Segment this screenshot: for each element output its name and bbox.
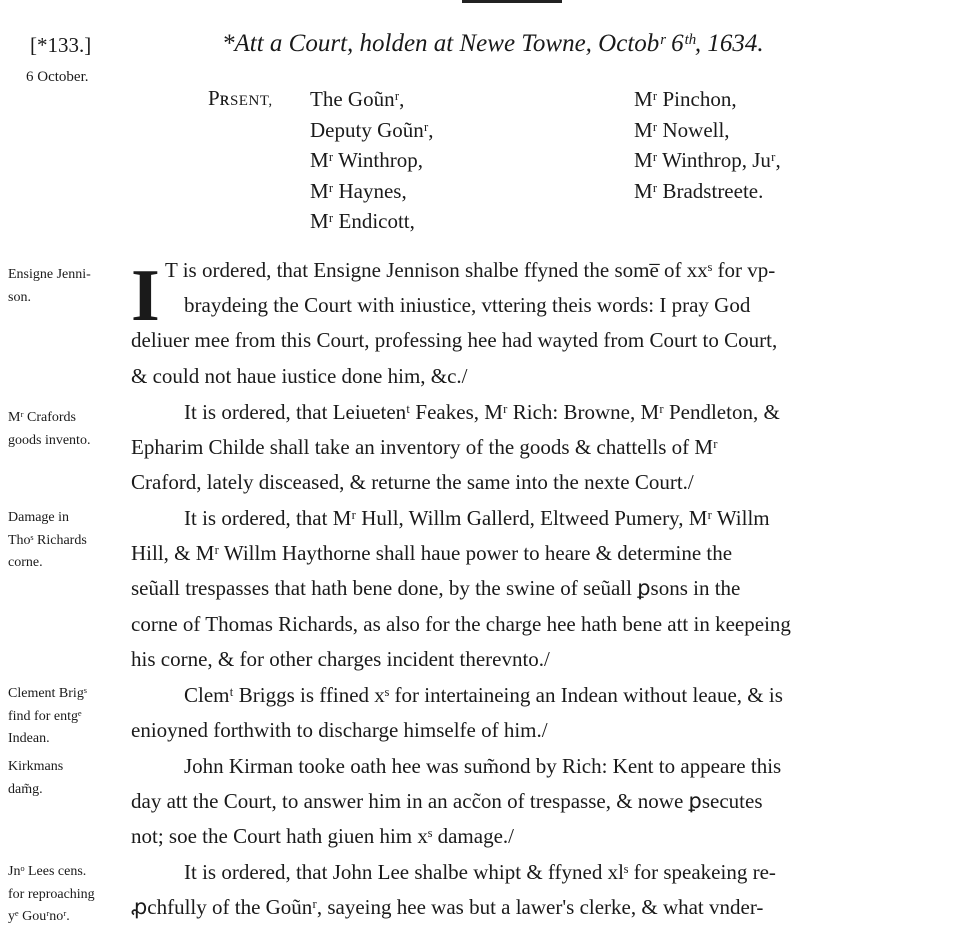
body-line: It is ordered, that Mʳ Hull, Willm Gallerd, Eltweed Pumery, Mʳ Willm [184,506,770,530]
present-name: Mʳ Endicott, [310,209,415,233]
body-line: Craford, lately disceased, & returne the same into the nexte Court./ [131,470,694,494]
body-line: not; soe the Court hath giuen him xˢ damage./ [131,824,514,848]
body-line: & could not haue iustice done him, &c./ [131,364,468,388]
margin-note-line: Thoˢ Richards [8,532,87,548]
present-left-column [310,84,434,237]
margin-note-line: dam̃g. [8,781,43,797]
page-title: *Att a Court, holden at Newe Towne, Octobʳ 6ᵗʰ, 1634. [222,30,764,57]
body-line: his corne, & for other charges incident therevnto./ [131,647,550,671]
present-name: Mʳ Winthrop, Juʳ, [634,148,781,172]
present-label-first: Pʀ [208,86,230,110]
present-name: Mʳ Winthrop, [310,148,423,172]
present-name: The Goũnʳ, [310,87,405,111]
body-line: Clemᵗ Briggs is ffined xˢ for intertaineing an Indean without leaue, & is [184,683,783,707]
top-rule [462,0,562,3]
body-line: Hill, & Mʳ Willm Haythorne shall haue power to heare & determine the [131,541,733,565]
margin-note-line: Ensigne Jenni- [8,267,91,282]
present-right-column [634,84,781,206]
present-label [208,86,273,111]
body-line: deliuer mee from this Court, professing hee had wayted from Court to Court, [131,328,778,352]
margin-note-line: yᵉ Gouʳnoʳ. [8,909,70,924]
margin-note-line: goods invento. [8,432,91,448]
body-line: braydeing the Court with iniustice, vttering theis words: I pray God [184,293,751,317]
margin-date: 6 October. [26,69,89,85]
present-label-rest: SENT, [229,93,273,109]
body-line: Epharim Childe shall take an inventory of the goods & chattells of Mʳ [131,435,718,459]
margin-note-richards [8,507,87,575]
present-name: Mʳ Haynes, [310,178,407,203]
present-name: Mʳ Nowell, [634,117,730,142]
page-reference: [*133.] [30,33,92,57]
margin-note-line: Mʳ Crafords [8,410,76,425]
margin-note-line: find for entgᵉ [8,708,82,724]
body-line: day att the Court, to answer him in an acc̃on of trespasse, & nowe ꝑsecutes [131,789,763,813]
present-name: Deputy Goũnʳ, [310,117,434,142]
margin-note-kirkman [8,756,63,801]
body-line: enioyned forthwith to discharge himselfe of him./ [131,718,548,742]
present-name: Mʳ Bradstreete. [634,178,764,203]
body-line: It is ordered, that Leiuetenᵗ Feakes, Mʳ Rich: Browne, Mʳ Pendleton, & [184,400,780,424]
margin-note-line: Jnᵒ Lees cens. [8,864,87,879]
margin-note-craford [8,407,90,452]
margin-note-line: for reproaching [8,886,95,902]
margin-note-line: Damage in [8,510,70,525]
present-name: Mʳ Pinchon, [634,87,737,111]
body-line: seũall trespasses that hath bene done, by the swine of seũall ꝑsons in the [131,576,741,600]
margin-note-briggs [8,683,87,751]
margin-note-jennison [8,264,91,309]
body-line: T is ordered, that Ensigne Jennison shalbe ffyned the some̅ of xxˢ for vp- [165,258,776,282]
margin-note-line: Indean. [8,731,50,746]
margin-note-lee [8,861,95,929]
margin-note-line: Kirkmans [8,759,64,774]
body-line: John Kirman tooke oath hee was sum̃ond by Rich: Kent to appeare this [184,754,782,778]
body-line: corne of Thomas Richards, as also for the charge hee hath bene att in keepeing [131,612,791,636]
margin-note-line: corne. [8,555,43,570]
drop-cap: I [131,255,160,337]
body-line: It is ordered, that John Lee shalbe whipt & ffyned xlˢ for speakeing re- [184,860,776,884]
body-line: ꝓchfully of the Goũnʳ, sayeing hee was but a lawer's clerke, & what vnder- [131,895,764,919]
margin-note-line: son. [8,289,31,305]
margin-note-line: Clement Brigˢ [8,686,87,701]
